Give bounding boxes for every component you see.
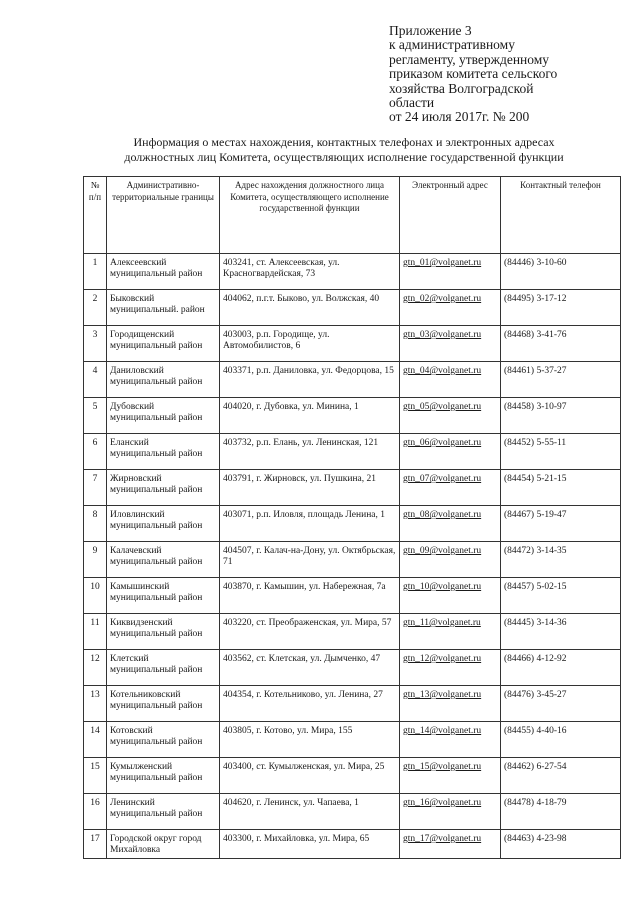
cell-num: 15 (84, 758, 107, 794)
cell-phone: (84476) 3-45-27 (501, 686, 621, 722)
cell-phone: (84463) 4-23-98 (501, 830, 621, 859)
cell-phone: (84466) 4-12-92 (501, 650, 621, 686)
cell-num: 4 (84, 362, 107, 398)
cell-area: Камышинский муниципальный район (107, 578, 220, 614)
cell-email[interactable]: gtn_06@volganet.ru (400, 434, 501, 470)
cell-area: Киквидзенский муниципальный район (107, 614, 220, 650)
table-row (84, 398, 621, 434)
cell-num: 9 (84, 542, 107, 578)
table-row (84, 722, 621, 758)
cell-email[interactable]: gtn_03@volganet.ru (400, 326, 501, 362)
table-body (84, 254, 621, 859)
table-row (84, 542, 621, 578)
approval-line: хозяйства Волгоградской (389, 80, 534, 96)
cell-num: 10 (84, 578, 107, 614)
cell-email[interactable]: gtn_07@volganet.ru (400, 470, 501, 506)
approval-block (389, 24, 619, 125)
cell-num: 8 (84, 506, 107, 542)
cell-address: 404020, г. Дубовка, ул. Минина, 1 (220, 398, 400, 434)
cell-num: 13 (84, 686, 107, 722)
header-email: Электронный адрес (400, 177, 501, 254)
cell-email[interactable]: gtn_02@volganet.ru (400, 290, 501, 326)
cell-address: 403400, ст. Кумылженская, ул. Мира, 25 (220, 758, 400, 794)
header-row (84, 177, 621, 254)
cell-email[interactable]: gtn_01@volganet.ru (400, 254, 501, 290)
cell-num: 5 (84, 398, 107, 434)
cell-address: 404620, г. Ленинск, ул. Чапаева, 1 (220, 794, 400, 830)
approval-line: к административному (389, 37, 515, 53)
cell-address: 404507, г. Калач-на-Дону, ул. Октябрьская, 71 (220, 542, 400, 578)
cell-phone: (84457) 5-02-15 (501, 578, 621, 614)
cell-phone: (84468) 3-41-76 (501, 326, 621, 362)
cell-num: 12 (84, 650, 107, 686)
cell-area: Дубовский муниципальный район (107, 398, 220, 434)
info-table (83, 176, 621, 859)
cell-area: Кумылженский муниципальный район (107, 758, 220, 794)
approval-line: области (389, 95, 435, 111)
cell-num: 2 (84, 290, 107, 326)
cell-address: 403562, ст. Клетская, ул. Дымченко, 47 (220, 650, 400, 686)
cell-email[interactable]: gtn_17@volganet.ru (400, 830, 501, 859)
cell-num: 6 (84, 434, 107, 470)
cell-phone: (84472) 3-14-35 (501, 542, 621, 578)
cell-area: Ленинский муниципальный район (107, 794, 220, 830)
cell-phone: (84445) 3-14-36 (501, 614, 621, 650)
table-row (84, 290, 621, 326)
cell-area: Котовский муниципальный район (107, 722, 220, 758)
table-row (84, 794, 621, 830)
cell-email[interactable]: gtn_13@volganet.ru (400, 686, 501, 722)
cell-phone: (84478) 4-18-79 (501, 794, 621, 830)
cell-address: 403071, р.п. Иловля, площадь Ленина, 1 (220, 506, 400, 542)
cell-email[interactable]: gtn_04@volganet.ru (400, 362, 501, 398)
cell-phone: (84461) 5-37-27 (501, 362, 621, 398)
cell-area: Котельниковский муниципальный район (107, 686, 220, 722)
cell-area: Иловлинский муниципальный район (107, 506, 220, 542)
cell-phone: (84452) 5-55-11 (501, 434, 621, 470)
table-row (84, 614, 621, 650)
cell-area: Калачевский муниципальный район (107, 542, 220, 578)
cell-email[interactable]: gtn_09@volganet.ru (400, 542, 501, 578)
cell-email[interactable]: gtn_12@volganet.ru (400, 650, 501, 686)
cell-email[interactable]: gtn_08@volganet.ru (400, 506, 501, 542)
cell-email[interactable]: gtn_15@volganet.ru (400, 758, 501, 794)
cell-area: Еланский муниципальный район (107, 434, 220, 470)
cell-email[interactable]: gtn_11@volganet.ru (400, 614, 501, 650)
cell-phone: (84458) 3-10-97 (501, 398, 621, 434)
approval-line: Приложение 3 (389, 23, 472, 38)
cell-area: Городской округ город Михайловка (107, 830, 220, 859)
cell-phone: (84495) 3-17-12 (501, 290, 621, 326)
cell-address: 403371, р.п. Даниловка, ул. Федорцова, 15 (220, 362, 400, 398)
table-row (84, 326, 621, 362)
cell-phone: (84467) 5-19-47 (501, 506, 621, 542)
cell-num: 11 (84, 614, 107, 650)
table-header (84, 177, 621, 254)
cell-area: Жирновский муниципальный район (107, 470, 220, 506)
cell-num: 3 (84, 326, 107, 362)
cell-address: 403732, р.п. Елань, ул. Ленинская, 121 (220, 434, 400, 470)
cell-address: 403805, г. Котово, ул. Мира, 155 (220, 722, 400, 758)
cell-num: 14 (84, 722, 107, 758)
cell-num: 7 (84, 470, 107, 506)
table-row (84, 254, 621, 290)
table-row (84, 434, 621, 470)
header-address: Адрес нахождения должностного лица Комитета, осуществляющего исполнение государственной функции (220, 177, 400, 254)
document-heading (70, 135, 618, 165)
header-phone: Контактный телефон (501, 177, 621, 254)
table-row (84, 362, 621, 398)
cell-address: 404354, г. Котельниково, ул. Ленина, 27 (220, 686, 400, 722)
cell-area: Даниловский муниципальный район (107, 362, 220, 398)
cell-area: Алексеевский муниципальный район (107, 254, 220, 290)
table-row (84, 758, 621, 794)
table-row (84, 578, 621, 614)
approval-line: приказом комитета сельского (389, 66, 558, 82)
heading-line-1: Информация о местах нахождения, контактных телефонах и электронных адресах (133, 135, 555, 149)
heading-line-2: должностных лиц Комитета, осуществляющих исполнение государственной функции (124, 150, 564, 164)
cell-phone: (84455) 4-40-16 (501, 722, 621, 758)
header-num: № п/п (84, 177, 107, 254)
cell-email[interactable]: gtn_14@volganet.ru (400, 722, 501, 758)
cell-address: 403870, г. Камышин, ул. Набережная, 7а (220, 578, 400, 614)
cell-address: 403220, ст. Преображенская, ул. Мира, 57 (220, 614, 400, 650)
table-row (84, 650, 621, 686)
cell-address: 403791, г. Жирновск, ул. Пушкина, 21 (220, 470, 400, 506)
header-area: Административно-территориальные границы (107, 177, 220, 254)
cell-num: 16 (84, 794, 107, 830)
table-row (84, 686, 621, 722)
cell-phone: (84462) 6-27-54 (501, 758, 621, 794)
approval-line: регламенту, утвержденному (389, 51, 550, 67)
cell-phone: (84446) 3-10-60 (501, 254, 621, 290)
table-row (84, 470, 621, 506)
cell-phone: (84454) 5-21-15 (501, 470, 621, 506)
cell-address: 404062, п.г.т. Быково, ул. Волжская, 40 (220, 290, 400, 326)
cell-area: Клетский муниципальный район (107, 650, 220, 686)
approval-line: от 24 июля 2017г. № 200 (389, 109, 530, 125)
cell-address: 403241, ст. Алексеевская, ул. Красногвардейская, 73 (220, 254, 400, 290)
cell-num: 1 (84, 254, 107, 290)
cell-email[interactable]: gtn_16@volganet.ru (400, 794, 501, 830)
cell-email[interactable]: gtn_05@volganet.ru (400, 398, 501, 434)
table-row (84, 506, 621, 542)
cell-area: Быковский муниципальный. район (107, 290, 220, 326)
cell-email[interactable]: gtn_10@volganet.ru (400, 578, 501, 614)
table-row (84, 830, 621, 859)
cell-area: Городищенский муниципальный район (107, 326, 220, 362)
cell-address: 403003, р.п. Городище, ул. Автомобилистов, 6 (220, 326, 400, 362)
cell-num: 17 (84, 830, 107, 859)
cell-address: 403300, г. Михайловка, ул. Мира, 65 (220, 830, 400, 859)
